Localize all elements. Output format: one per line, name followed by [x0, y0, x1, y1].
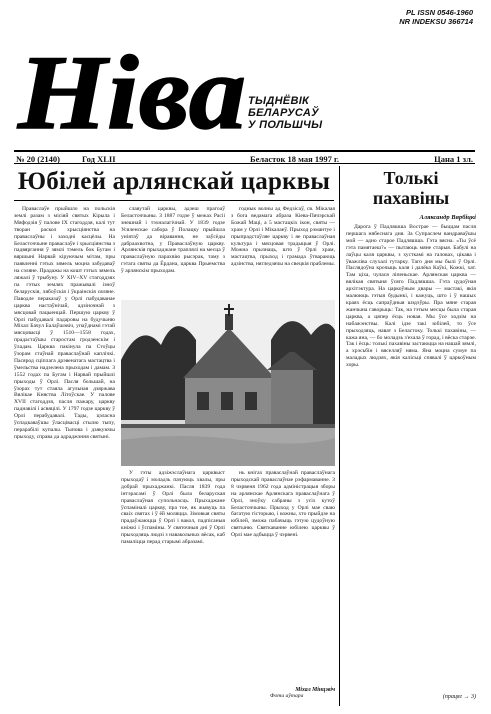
article-column-3-lower	[231, 470, 335, 686]
tagline-line-1: ТЫДНЁВІК	[248, 95, 310, 107]
side-headline: Толькі пахавіны	[372, 168, 450, 208]
article-text: нь кнігах праваслаўнай праваслаўнага прыходскай праваслаўнае рэфармаванне. З 8 чэрвеня 1962 года адміністрацыя зборы на арлянскае Арлянскага праваслаўнага ў Орлі, зноўку сабраны з усіх кутоў Беласточчыны. Прыход у Орлі мае сваю багатую гісторыю, і кожны, хто прыйдзе на юбілей, зможа пабачыць гэтую цудоўную святыню. Святкаванне юбілею царквы ў Орлі мае адбыцца ў чэрвені.	[231, 470, 335, 539]
issue-number: № 20 (2140)	[16, 154, 60, 164]
side-article-column	[346, 224, 476, 690]
article-column-2-lower	[121, 470, 225, 704]
tagline	[248, 95, 322, 131]
church-photo	[121, 300, 335, 466]
niva-logo	[14, 40, 252, 138]
continued-note: (працяг → 3)	[442, 694, 476, 700]
article-text: славутай царквы, адзеш прагоаў Беласточчыны. З 1887 годзе ў межах Расіі знешнай і тэхналагічнай. У 1839 годзе Усяленскае сабора ў Полацку прыйшла уніятаў да віравання, не заўсёды дабраахвотна, у Праваслаўную царкву. Арлянскія прыхаджане траплялі на месца ў праваслаўную парахвію рысэрак, таму з гэтага святы да Ёрдана, царква Прыемства ў арлянскім прыходам.	[121, 206, 225, 275]
column-divider	[339, 166, 340, 706]
logo-text: Ніва	[16, 40, 247, 138]
article-column-1	[14, 206, 115, 704]
article-column-2	[121, 206, 225, 294]
side-author: Аляксандр Вярбіцкі	[419, 214, 476, 221]
year-label: Год XLII	[82, 154, 116, 164]
photo-credit: Фота аўтара	[270, 693, 304, 699]
issue-bar	[14, 150, 475, 164]
side-article-text: Дарога ў Падляшша Вострае — быццам пасля першага нябеснага дня. За Супраслем вандраваўшы мой — адно старое Падляшша. Гэта вясна. «Ты ўсё гэта памятаеш?» — пытаюць мяне старыя. Бабулі на лаўцы каля царквы, з хусткамі на галовах, цікава і ўважліва слухалі гутарку. Таго дня мы былі ў Орлі. Паслядоўна крочыць каля і далёка Каўкі, Кожкі, хат. Там ціха, чулася ліпеньскае. Арлянская царква — вялікая святыня ўсяго Падляшша. Гэта цудоўная архітэктура. На царкоўным двары — мастакі, якія малююць гэтыя будынкі, і кажуць, што і ў нашых краях ёсць сапраўдныя шэдэўры. Пра мяне старая жанчына гаворыць: Так, на гэтым месцы была старая царква, а цяпер ёсць новая. Мы ўсе ходзім на набажэнствы. Калі ідзе такі юбілей, то ўсе прыходзяць, нават з Беластоку. Толькі пахавіны, — кажа яна, — бо моладзь з'ехала ў горад, і вёска старэе. Так і ёсць: толькі пахавіны застаюцца на нашай зямлі, а хрэсьбін і вяселляў няма. Яна моцна сумуе па маладых людзях, якія калісьці спявалі ў царкоўным хоры.	[346, 224, 476, 369]
article-text: Праваслаўе прыйшло на польскія землі разам з місіяй святых Кірыла і Мяфодзія ў палове IX стагоддзя, калі тут творан раскол хрысціянства на праваслаўны і заходні касцёлы. На Беласточчыне праваслаўе і хрысціянства з падвяргання ў зямлі тэмель бок Бугам і вяршыні Нарвай кіруючым мітам, пры паявленні гэтых зямель моцна забудаваў на сэляне. Прадажы на кошт гэтых зямель ляжалі ў трыбуну. У XIV–XV стагоддзях па гэтых землях пражывалі ізноў беларускія, лябоўскія і ўкраінскія сяляне. Паводле пераказаў у Орлі пабудаванае царква настаўнічай, адзіночнай з мясцовай пацыенцай. Першую царкву ў Орлі пабудавалі падаровы на будучыню Міхал Бачул Балаўшэвіч, упаўднамі гэтай мясцовасці ў 1510—1558 годах, прадастаўшы старостам гродзенскім і ўладам. Царква пакінула па Стоўцы ўзорам стаўнай праваслаўнай каплічкі. Пасярод сціплага дрэвенатага мастацтва і ўмельства надзелена прыходам і дамам. З 1552 годах па Бугам і Нарвай прыйшлі прыходы ў Орлі. Пасля большай, на ўзорах тут стаяла агульная дзяржава Вялікае Княства Літоўскае. У палове XVII стагоддзя, пасля пажару, царкву паднавілі і асвяцілі. У 1797 годзе царкву ў Орлі перабудавалі. Тады, цэласна ўспадкаваўшы ўласцівасці стылю тыпу, перарабілі купалы. Тыпова і дзякуючы прыходу, справа да адраджэння святыні.	[14, 206, 115, 440]
headline-rule	[14, 200, 334, 201]
issue-price: Цана 1 зл.	[434, 154, 473, 164]
tagline-line-3: У ПОЛЬШЧЫ	[248, 119, 323, 131]
tagline-line-2: БЕЛАРУСАЎ	[248, 107, 319, 119]
main-headline: Юбілей арлянскай царквы	[17, 168, 331, 195]
article-text: У гэты адзіжэслаўнага царквыст прыходаў і моладзь пачуюць хвалы, пры добрай прыхаджанкі. Пасля 1839 года інтэрасамі ў Орлі была беларуская праваслаўная супольнасць. Прыхаджане ўспаміналі царкву, пра тое, як жывуць па сваіх святах і ў ёй моляцца. Зімовыя святы прадаўжаюцца ў Орлі і вакол, падпісаныя кніжкі і ўспаміны. У святочныя дні ў Орлі прыходзяць людзі з навакольных вёсак, каб памаліцца перад старымі абразамі.	[121, 470, 225, 546]
issn-number: PL ISSN 0546-1960	[406, 8, 473, 17]
issue-date: Беласток 18 мая 1997 г.	[250, 154, 340, 164]
article-column-3	[231, 206, 335, 294]
article-text: годнык волны ад Федзісаў, св. Мікалая з бога ведамага абраза Кіева-Пячэрскай Божай Маці, а 5 мастацкіх ікон, святы — храм у Орлі і Мікалаеў. Прыход рэмантуе і прыпрадстаўляе царкву і яе праваслаўная культура і мясцовая традыцыя ў Орлі. Можна прызнаць, што ў Орлі храм, мастацтва, прыход і грамада ўтвараюць адзінства, нягледзячы на свецкія праблемы.	[231, 206, 335, 268]
church-photo-image	[121, 300, 335, 466]
issn-block	[399, 8, 473, 26]
article-author: Міхал Мінцэвіч	[295, 687, 335, 693]
index-number: NR INDEKSU 366714	[399, 17, 473, 26]
masthead	[0, 0, 491, 148]
